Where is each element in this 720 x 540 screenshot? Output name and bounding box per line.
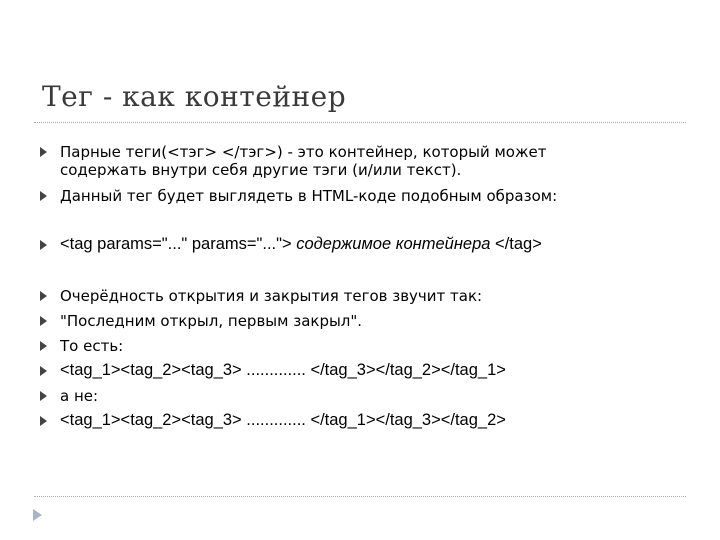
- code-example-line: <tag_1><tag_2><tag_3> ............. </tag_3></tag_2></tag_1>: [60, 361, 506, 379]
- bullet-triangle-icon: [40, 147, 47, 157]
- code-close-tag: </tag>: [490, 235, 542, 253]
- code-open-tag: <tag params="..." params="...">: [60, 235, 297, 253]
- bullet-text-line: Очерёдность открытия и закрытия тегов звучит так:: [60, 287, 483, 305]
- bullet-triangle-icon: [40, 316, 47, 326]
- bullet-triangle-icon: [40, 416, 47, 426]
- bullet-triangle-icon: [40, 291, 47, 301]
- bullet-triangle-icon: [40, 240, 47, 250]
- bullet-triangle-icon: [40, 366, 47, 376]
- bullet-text-line: а не:: [60, 387, 99, 405]
- footer-divider: [34, 496, 686, 497]
- bullet-text-line: Парные теги(<тэг> </тэг>) - это контейнер, который может: [60, 143, 547, 161]
- bullet-text-line: Данный тег будет выглядеть в HTML-коде подобным образом:: [60, 187, 558, 205]
- next-slide-arrow-icon[interactable]: [33, 509, 42, 521]
- bullet-triangle-icon: [40, 391, 47, 401]
- code-example-line: [60, 235, 542, 254]
- slide-title: Тег - как контейнер: [42, 80, 347, 113]
- title-divider: [34, 122, 686, 123]
- code-example-line: <tag_1><tag_2><tag_3> ............. </tag_1></tag_3></tag_2>: [60, 411, 506, 429]
- bullet-text-line: содержать внутри себя другие тэги (и/или текст).: [60, 161, 462, 179]
- bullet-text-line: "Последним открыл, первым закрыл".: [60, 312, 363, 330]
- code-content-italic: содержимое контейнера: [296, 235, 491, 253]
- bullet-triangle-icon: [40, 341, 47, 351]
- bullet-text-line: То есть:: [60, 337, 124, 355]
- bullet-triangle-icon: [40, 191, 47, 201]
